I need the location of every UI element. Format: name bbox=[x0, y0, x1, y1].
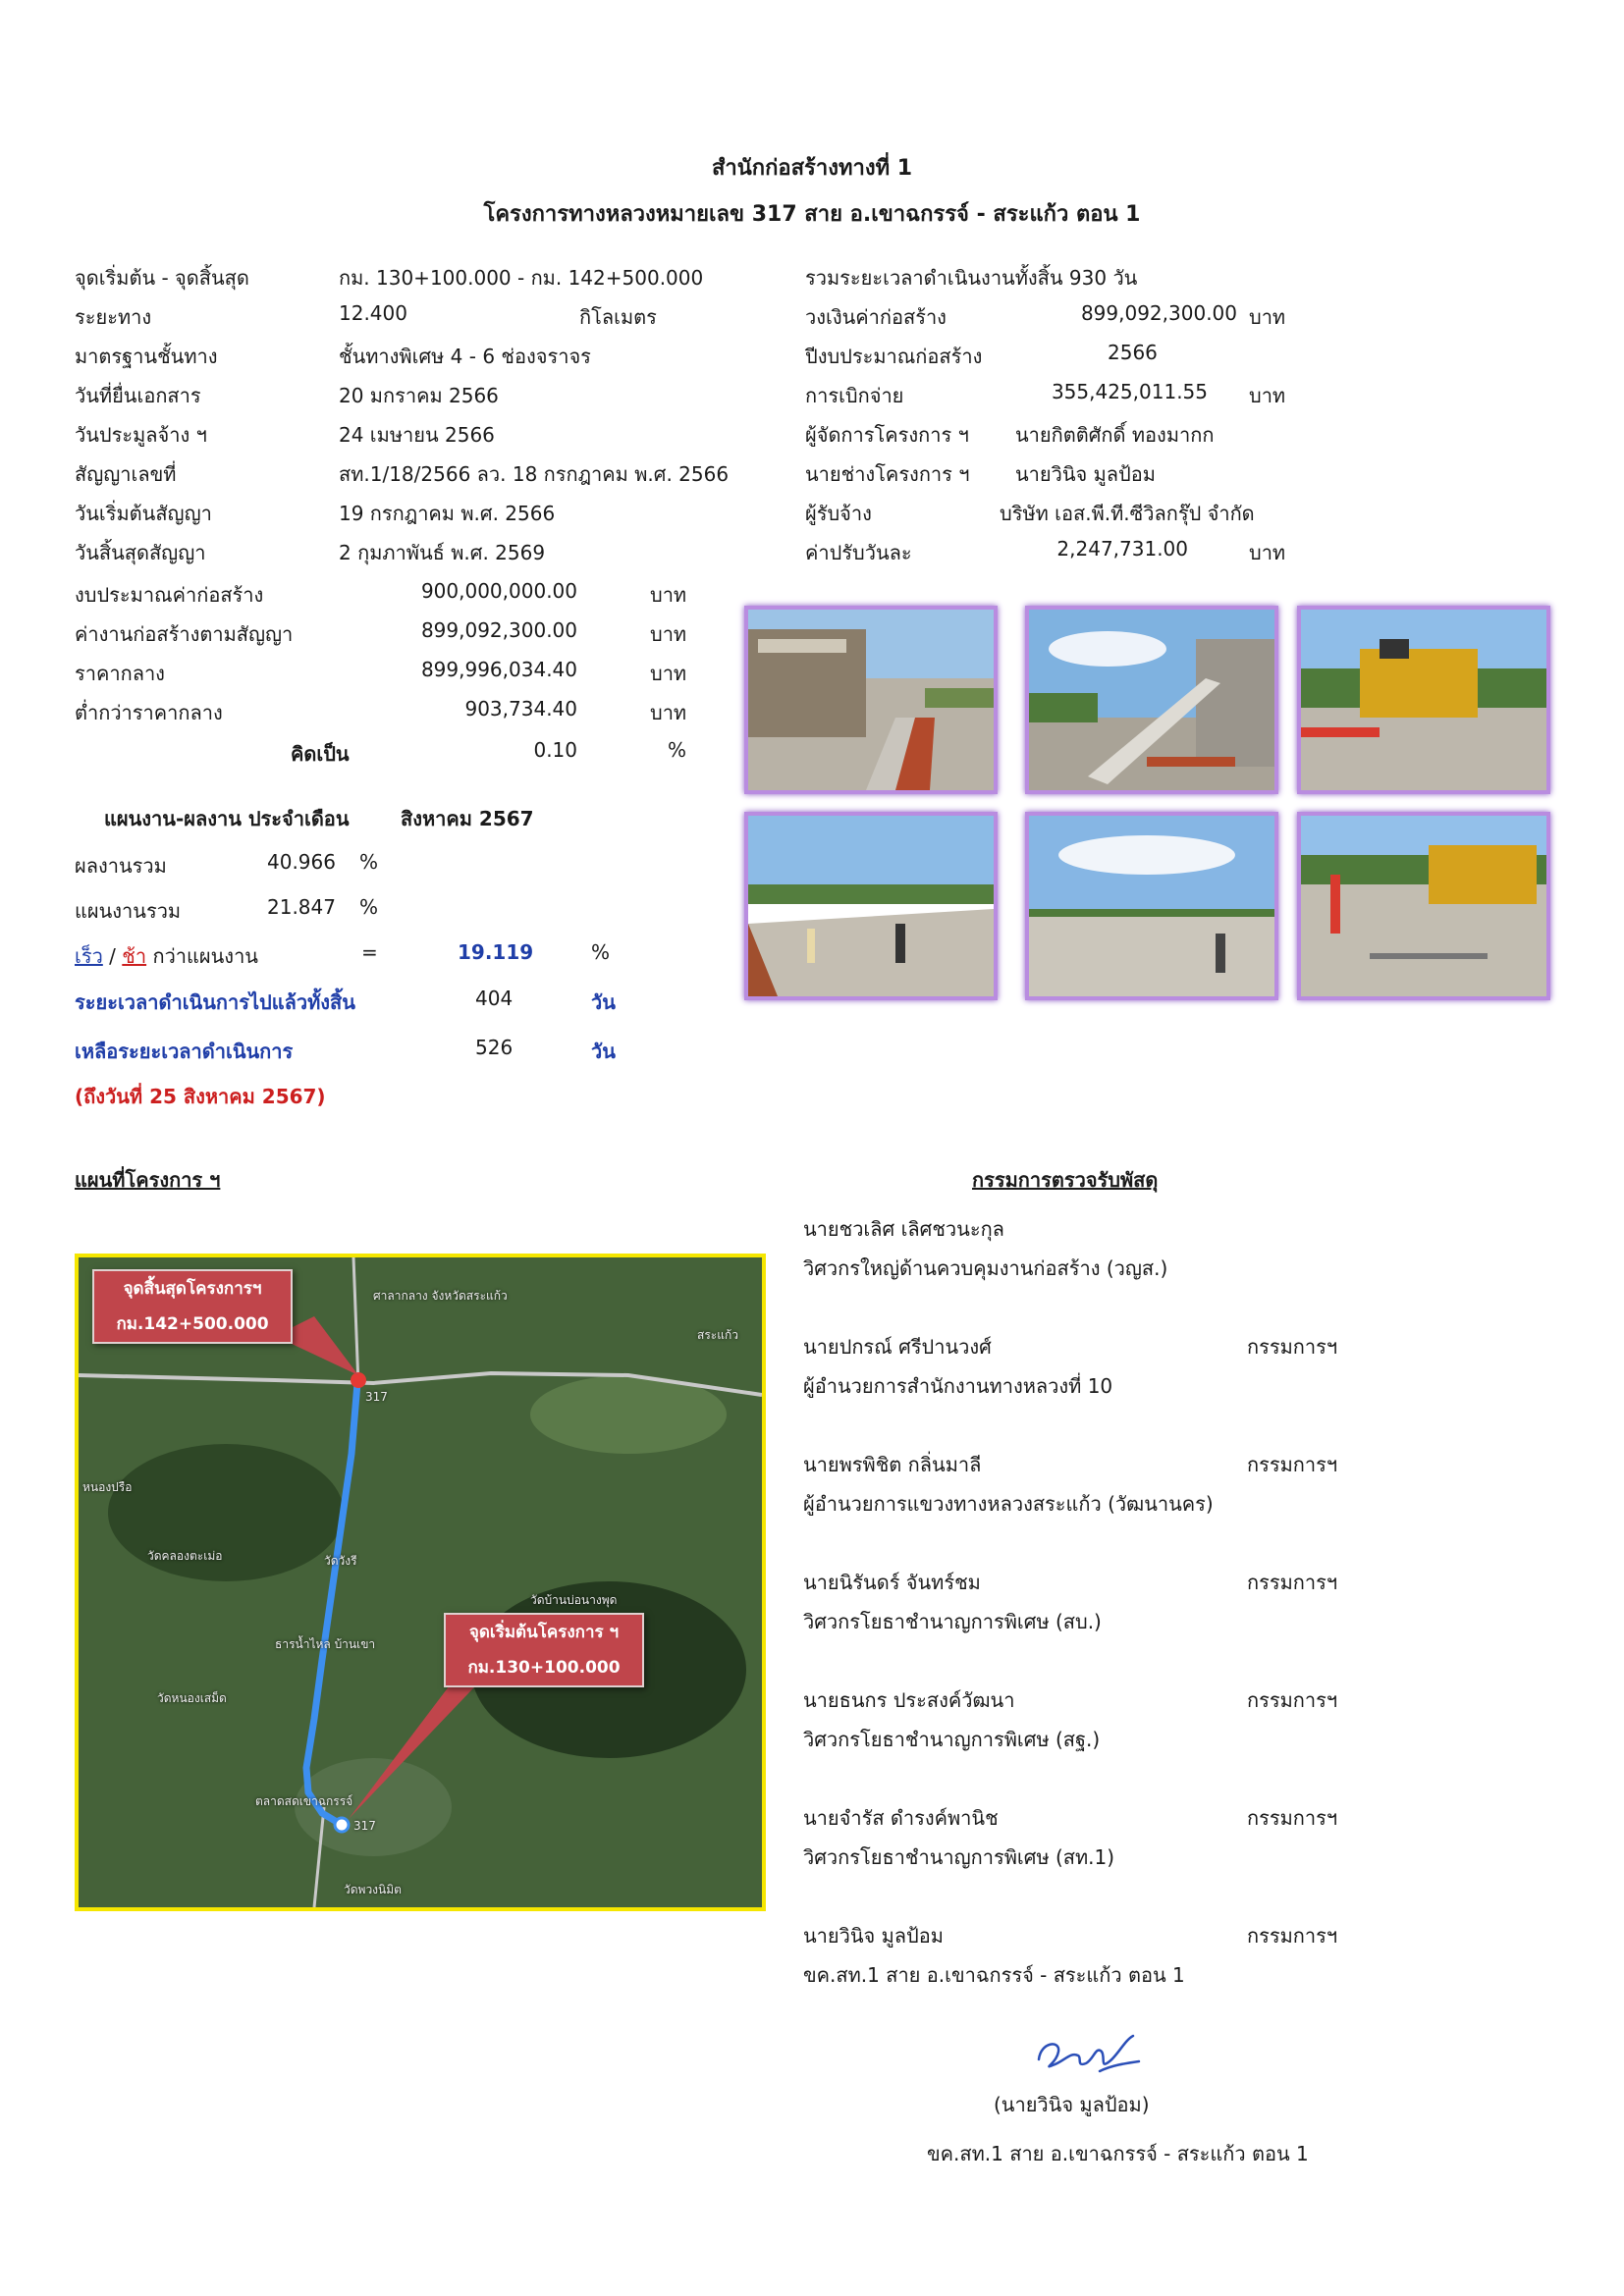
info-label: ผู้รับจ้าง bbox=[805, 502, 872, 525]
info-value: 24 เมษายน 2566 bbox=[339, 423, 495, 447]
info-label: วงเงินค่าก่อสร้าง bbox=[805, 305, 947, 329]
office-title: สำนักก่อสร้างทางที่ 1 bbox=[711, 156, 913, 181]
percent-unit: % bbox=[668, 738, 687, 762]
photo-bridge-construction bbox=[744, 606, 998, 794]
percent-label: คิดเป็น bbox=[291, 742, 350, 766]
info-label: ปีงบประมาณก่อสร้าง bbox=[805, 345, 983, 368]
start-point-callout: จุดเริ่มต้นโครงการ ฯ กม.130+100.000 bbox=[444, 1613, 644, 1687]
budget-value: 900,000,000.00 bbox=[420, 579, 577, 603]
vs-plan-label: กว่าแผนงาน bbox=[152, 944, 258, 968]
member-position: ผู้อำนวยการสำนักงานทางหลวงที่ 10 bbox=[803, 1374, 1113, 1398]
budget-unit: บาท bbox=[650, 583, 687, 607]
info-label: ค่าปรับวันละ bbox=[805, 541, 912, 564]
map-label: วัดวังรี bbox=[324, 1554, 357, 1568]
as-of-date: (ถึงวันที่ 25 สิงหาคม 2567) bbox=[75, 1085, 326, 1108]
diff-value: 19.119 bbox=[458, 940, 534, 964]
map-label: สระแก้ว bbox=[697, 1328, 738, 1342]
member-role: กรรมการฯ bbox=[1247, 1806, 1338, 1830]
percent-value: 0.10 bbox=[533, 738, 577, 762]
signature-image bbox=[1031, 2022, 1149, 2086]
info-label: รวมระยะเวลาดำเนินงานทั้งสิ้น 930 วัน bbox=[805, 266, 1138, 290]
remaining-unit: วัน bbox=[591, 1040, 616, 1063]
budget-label: ค่างานก่อสร้างตามสัญญา bbox=[75, 622, 294, 646]
plan-value: 21.847 bbox=[267, 895, 336, 919]
member-name: นายชวเลิศ เลิศชวนะกุล bbox=[803, 1217, 1004, 1241]
info-label: วันประมูลจ้าง ฯ bbox=[75, 423, 207, 447]
info-label: มาตรฐานชั้นทาง bbox=[75, 345, 218, 368]
info-value: กม. 130+100.000 - กม. 142+500.000 bbox=[339, 266, 704, 290]
member-position: วิศวกรโยธาชำนาญการพิเศษ (สบ.) bbox=[803, 1610, 1102, 1633]
budget-value: 899,092,300.00 bbox=[420, 618, 577, 642]
member-position: ผู้อำนวยการแขวงทางหลวงสระแก้ว (วัฒนานคร) bbox=[803, 1492, 1214, 1516]
member-position: วิศวกรโยธาชำนาญการพิเศษ (สท.1) bbox=[803, 1845, 1115, 1869]
info-value: 12.400 bbox=[339, 301, 407, 325]
plan-label: แผนงานรวม bbox=[75, 899, 182, 923]
info-label: การเบิกจ่าย bbox=[805, 384, 904, 407]
actual-unit: % bbox=[359, 850, 379, 874]
project-map[interactable] bbox=[75, 1254, 766, 1911]
elapsed-unit: วัน bbox=[591, 990, 616, 1014]
info-label: วันที่ยื่นเอกสาร bbox=[75, 384, 201, 407]
member-position: วิศวกรใหญ่ด้านควบคุมงานก่อสร้าง (วญส.) bbox=[803, 1256, 1168, 1280]
map-label: ตลาดสดเขาฉกรรจ์ bbox=[255, 1794, 353, 1808]
info-value: 2 กุมภาพันธ์ พ.ศ. 2569 bbox=[339, 541, 546, 564]
committee-heading: กรรมการตรวจรับพัสดุ bbox=[972, 1168, 1159, 1192]
info-label: วันเริ่มต้นสัญญา bbox=[75, 502, 212, 525]
remaining-value: 526 bbox=[475, 1036, 514, 1059]
photo-overpass-stairs bbox=[1025, 606, 1278, 794]
info-label: ระยะทาง bbox=[75, 305, 152, 329]
diff-unit: % bbox=[591, 940, 611, 964]
fast-label: เร็ว bbox=[75, 944, 103, 968]
info-value: นายวินิจ มูลป้อม bbox=[1015, 462, 1156, 486]
photo-concrete-finishing bbox=[1297, 812, 1550, 1000]
progress-heading: แผนงาน-ผลงาน ประจำเดือน bbox=[104, 807, 350, 830]
info-label: วันสิ้นสุดสัญญา bbox=[75, 541, 206, 564]
map-label: วัดคลองตะเม่อ bbox=[147, 1549, 223, 1563]
start-pin bbox=[335, 1818, 349, 1832]
slash: / bbox=[109, 944, 116, 968]
map-label: ศาลากลาง จังหวัดสระแก้ว bbox=[373, 1289, 508, 1303]
signer-position: ขค.สท.1 สาย อ.เขาฉกรรจ์ - สระแก้ว ตอน 1 bbox=[927, 2142, 1309, 2165]
map-label: 317 bbox=[365, 1390, 388, 1404]
elapsed-value: 404 bbox=[475, 987, 514, 1010]
info-label: จุดเริ่มต้น - จุดสิ้นสุด bbox=[75, 266, 249, 290]
info-value: 20 มกราคม 2566 bbox=[339, 384, 499, 407]
budget-label: ราคากลาง bbox=[75, 662, 165, 685]
info-value: ชั้นทางพิเศษ 4 - 6 ช่องจราจร bbox=[339, 345, 591, 368]
member-position: ขค.สท.1 สาย อ.เขาฉกรรจ์ - สระแก้ว ตอน 1 bbox=[803, 1963, 1185, 1987]
info-value: 19 กรกฎาคม พ.ศ. 2566 bbox=[339, 502, 556, 525]
info-value: 2,247,731.00 bbox=[1056, 537, 1188, 561]
info-label: สัญญาเลขที่ bbox=[75, 462, 177, 486]
member-position: วิศวกรโยธาชำนาญการพิเศษ (สฐ.) bbox=[803, 1728, 1101, 1751]
end-point-callout: จุดสิ้นสุดโครงการฯ กม.142+500.000 bbox=[92, 1269, 293, 1344]
info-label: ผู้จัดการโครงการ ฯ bbox=[805, 423, 969, 447]
member-name: นายพรพิชิต กลิ่นมาลี bbox=[803, 1453, 982, 1476]
actual-label: ผลงานรวม bbox=[75, 854, 167, 878]
map-label: หนองปรือ bbox=[82, 1480, 133, 1494]
info-value: 2566 bbox=[1108, 341, 1158, 364]
member-name: นายวินิจ มูลป้อม bbox=[803, 1924, 944, 1948]
info-value: นายกิตติศักดิ์ ทองมากก bbox=[1015, 423, 1215, 447]
photo-road-surface bbox=[1025, 812, 1278, 1000]
plan-unit: % bbox=[359, 895, 379, 919]
member-role: กรรมการฯ bbox=[1247, 1924, 1338, 1948]
info-unit: กิโลเมตร bbox=[579, 305, 657, 329]
remaining-label: เหลือระยะเวลาดำเนินการ bbox=[75, 1040, 294, 1063]
member-name: นายจำรัส ดำรงค์พานิช bbox=[803, 1806, 999, 1830]
budget-label: งบประมาณค่าก่อสร้าง bbox=[75, 583, 264, 607]
budget-unit: บาท bbox=[650, 622, 687, 646]
map-label: ธารน้ำไหล บ้านเขา bbox=[275, 1637, 376, 1651]
member-role: กรรมการฯ bbox=[1247, 1335, 1338, 1359]
progress-month: สิงหาคม 2567 bbox=[401, 807, 534, 830]
map-label: วัดพวงนิมิต bbox=[344, 1883, 402, 1896]
info-value: สท.1/18/2566 ลว. 18 กรกฎาคม พ.ศ. 2566 bbox=[339, 462, 730, 486]
photo-paving-machine bbox=[1297, 606, 1550, 794]
end-pin bbox=[351, 1372, 366, 1388]
slow-label: ช้า bbox=[122, 944, 147, 968]
budget-unit: บาท bbox=[650, 701, 687, 724]
budget-value: 899,996,034.40 bbox=[420, 658, 577, 681]
member-name: นายนิรันดร์ จันทร์ชม bbox=[803, 1571, 981, 1594]
info-value: บริษัท เอส.พี.ที.ซีวิลกรุ๊ป จำกัด bbox=[1000, 502, 1255, 525]
budget-unit: บาท bbox=[650, 662, 687, 685]
map-image bbox=[79, 1257, 762, 1907]
info-value: 899,092,300.00 bbox=[1080, 301, 1237, 325]
fast-slow-row bbox=[75, 940, 258, 972]
budget-value: 903,734.40 bbox=[464, 697, 577, 721]
info-unit: บาท bbox=[1249, 541, 1286, 564]
member-role: กรรมการฯ bbox=[1247, 1688, 1338, 1712]
info-unit: บาท bbox=[1249, 305, 1286, 329]
map-label: วัดบ้านบ่อนางพุด bbox=[530, 1593, 618, 1607]
signer-name: (นายวินิจ มูลป้อม) bbox=[994, 2093, 1150, 2116]
photo-road-workers bbox=[744, 812, 998, 1000]
map-label: วัดหนองเสม็ด bbox=[157, 1691, 227, 1705]
project-title: โครงการทางหลวงหมายเลข 317 สาย อ.เขาฉกรรจ์ - สระแก้ว ตอน 1 bbox=[483, 202, 1141, 227]
budget-label: ต่ำกว่าราคากลาง bbox=[75, 701, 223, 724]
info-unit: บาท bbox=[1249, 384, 1286, 407]
elapsed-label: ระยะเวลาดำเนินการไปแล้วทั้งสิ้น bbox=[75, 990, 355, 1014]
equals-sign: = bbox=[361, 940, 378, 964]
map-label: 317 bbox=[353, 1819, 376, 1833]
info-label: นายช่างโครงการ ฯ bbox=[805, 462, 970, 486]
actual-value: 40.966 bbox=[267, 850, 336, 874]
member-role: กรรมการฯ bbox=[1247, 1453, 1338, 1476]
info-value: 355,425,011.55 bbox=[1051, 380, 1208, 403]
member-name: นายธนกร ประสงค์วัฒนา bbox=[803, 1688, 1015, 1712]
member-role: กรรมการฯ bbox=[1247, 1571, 1338, 1594]
map-heading: แผนที่โครงการ ฯ bbox=[75, 1168, 221, 1192]
member-name: นายปกรณ์ ศรีปานวงศ์ bbox=[803, 1335, 992, 1359]
